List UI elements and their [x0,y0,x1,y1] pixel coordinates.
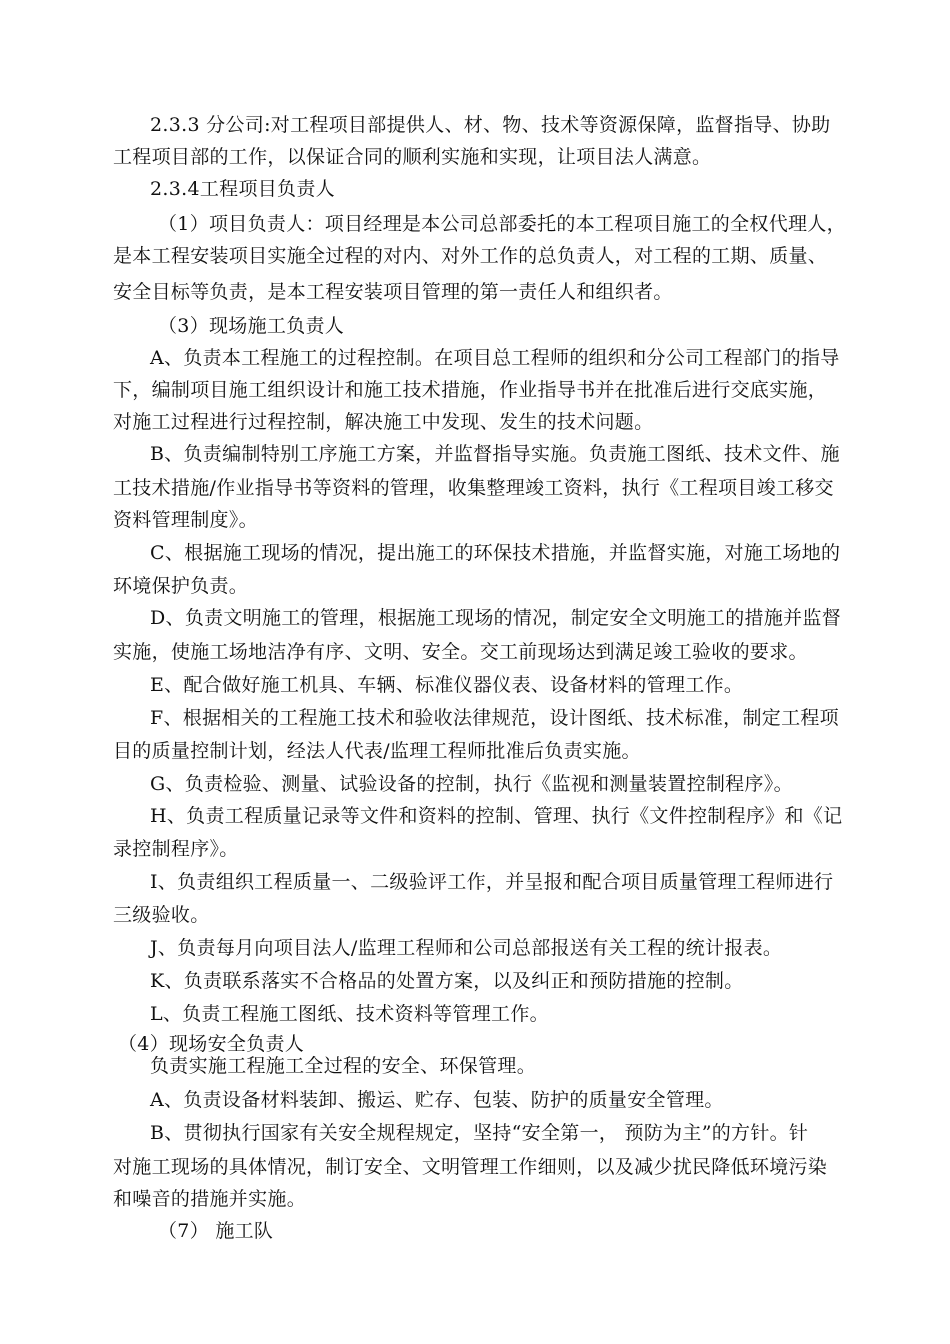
paragraph-line: A、负责本工程施工的过程控制。在项目总工程师的组织和分公司工程部门的指导 [150,347,840,369]
paragraph-line: E、配合做好施工机具、车辆、标准仪器仪表、设备材料的管理工作。 [150,674,744,696]
section-heading: （4）现场安全负责人 [118,1033,305,1055]
section-heading: （7） 施工队 [158,1220,274,1242]
paragraph-line: I、负责组织工程质量一、二级验评工作，并呈报和配合项目质量管理工程师进行 [150,871,834,893]
paragraph-line: L、负责工程施工图纸、技术资料等管理工作。 [150,1003,549,1025]
paragraph-line: 安全目标等负责，是本工程安装项目管理的第一责任人和组织者。 [113,281,673,303]
paragraph-line: 和噪音的措施并实施。 [113,1188,307,1210]
paragraph-line: F、根据相关的工程施工技术和验收法律规范，设计图纸、技术标准，制定工程项 [150,707,839,729]
paragraph-line: 2.3.3 分公司:对工程项目部提供人、材、物、技术等资源保障，监督指导、协助 [150,114,831,136]
paragraph-line: 目的质量控制计划，经法人代表/监理工程师批准后负责实施。 [113,740,641,762]
paragraph-line: B、负责编制特别工序施工方案，并监督指导实施。负责施工图纸、技术文件、施 [150,443,840,465]
paragraph-line: 负责实施工程施工全过程的安全、环保管理。 [150,1055,537,1077]
paragraph-line: D、负责文明施工的管理，根据施工现场的情况，制定安全文明施工的措施并监督 [150,607,842,629]
paragraph-line: 工技术措施/作业指导书等资料的管理，收集整理竣工资料，执行《工程项目竣工移交 [113,477,834,499]
paragraph-line: 实施，使施工场地洁净有序、文明、安全。交工前现场达到满足竣工验收的要求。 [113,641,808,663]
paragraph-line: A、负责设备材料装卸、搬运、贮存、包装、防护的质量安全管理。 [150,1089,724,1111]
paragraph-line: J、负责每月向项目法人/监理工程师和公司总部报送有关工程的统计报表。 [150,937,783,959]
paragraph-line: G、负责检验、测量、试验设备的控制，执行《监视和测量装置控制程序》。 [150,773,793,795]
paragraph-line: 是本工程安装项目实施全过程的对内、对外工作的总负责人，对工程的工期、质量、 [113,245,828,267]
paragraph-line: 下，编制项目施工组织设计和施工技术措施，作业指导书并在批准后进行交底实施， [113,379,828,401]
paragraph-line: K、负责联系落实不合格品的处置方案，以及纠正和预防措施的控制。 [150,970,744,992]
paragraph-line: 对施工过程进行过程控制，解决施工中发现、发生的技术问题。 [113,411,654,433]
paragraph-line: C、根据施工现场的情况，提出施工的环保技术措施，并监督实施，对施工场地的 [150,542,841,564]
paragraph-line: 工程项目部的工作，以保证合同的顺利实施和实现，让项目法人满意。 [113,146,712,168]
paragraph-line: 三级验收。 [113,904,210,926]
paragraph-line: B、贯彻执行国家有关安全规程规定，坚持“安全第一， 预防为主”的方针。针 [150,1122,809,1144]
paragraph-line: H、负责工程质量记录等文件和资料的控制、管理、执行《文件控制程序》和《记 [150,805,843,827]
paragraph-line: 环境保护负责。 [113,575,249,597]
paragraph-line: 资料管理制度》。 [113,509,258,531]
section-heading: （3）现场施工负责人 [158,315,345,337]
paragraph-line: （1）项目负责人：项目经理是本公司总部委托的本工程项目施工的全权代理人， [158,213,846,235]
paragraph-line: 录控制程序》。 [113,838,239,860]
paragraph-line: 对施工现场的具体情况，制订安全、文明管理工作细则，以及减少扰民降低环境污染 [113,1156,828,1178]
section-heading: 2.3.4工程项目负责人 [150,178,335,200]
